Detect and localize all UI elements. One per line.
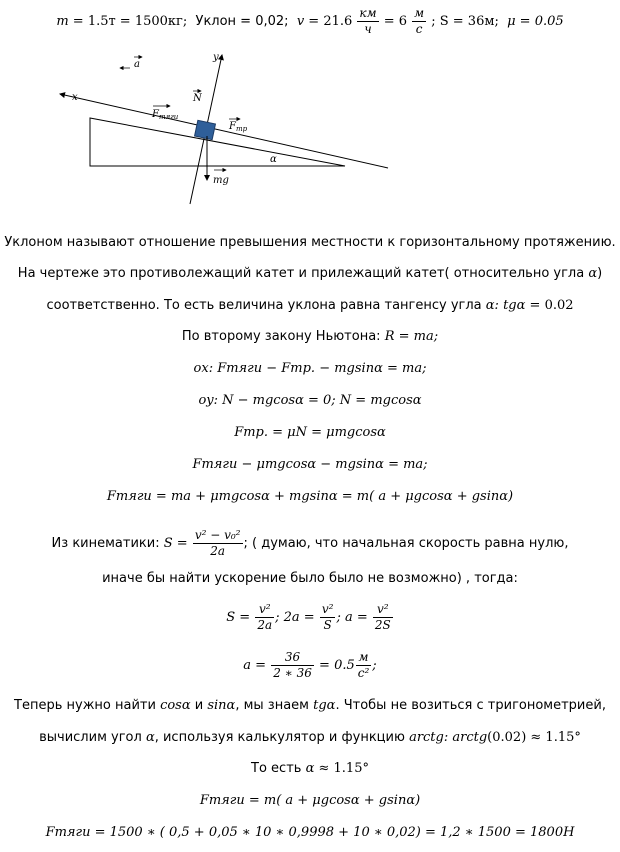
svg-text:N: N bbox=[193, 93, 202, 104]
velocity-eq2: = 6 bbox=[383, 14, 407, 29]
angle-calc: вычислим угол α, используя калькулятор и функцию arctg: arctg(0.02) ≈ 1.15° bbox=[39, 730, 581, 745]
svg-text:Fтяги: $F_{тяги}$ bbox=[152, 109, 179, 121]
slope-definition: Уклоном называют отношение превышения местности к горизонтальному протяжению. bbox=[4, 235, 616, 250]
angle-result: То есть α ≈ 1.15° bbox=[251, 761, 369, 776]
x-axis bbox=[60, 94, 388, 168]
newton-second-law: По второму закону Ньютона: R = ma; bbox=[181, 329, 439, 344]
drawing-explanation: На чертеже это противолежащий катет и прилежащий катет( относительно угла α) bbox=[17, 266, 603, 281]
slope-given: Уклон = 0,02; bbox=[195, 14, 289, 29]
y-axis-label: y bbox=[213, 52, 219, 63]
tangent-statement: соответственно. То есть величина уклона равна тангенсу угла α: tgα = 0.02 bbox=[46, 298, 574, 313]
acceleration-note: иначе бы найти ускорение было было не возможно) , тогда: bbox=[102, 571, 518, 586]
combined-equation: Fтяги − μmgcosα − mgsinα = ma; bbox=[192, 457, 428, 472]
oy-equation: oy: N − mgcosα = 0; N = mgcosα bbox=[198, 393, 422, 408]
acceleration-calc: a = $\frac{36}{2 ∗ 36}$ = 0.5 $\frac{м}{\text{с²}}$ ; bbox=[243, 650, 377, 680]
incline-force-diagram bbox=[0, 38, 620, 208]
velocity-var: v bbox=[296, 14, 305, 29]
incline-triangle bbox=[90, 118, 345, 166]
block bbox=[195, 120, 216, 139]
ms-fraction: $\frac{м}{с}$ bbox=[414, 6, 425, 36]
ox-equation: ox: Fтяги − Fтр. − mgsinα = ma; bbox=[193, 361, 427, 376]
svg-text:a: a bbox=[134, 59, 140, 70]
gravity-label bbox=[213, 170, 229, 186]
velocity-eq: = 21.6 bbox=[304, 14, 353, 29]
traction-final-result: Fтяги = 1500 ∗ ( 0,5 + 0,05 ∗ 10 ∗ 0,9998 + 10 ∗ 0,02) = 1,2 ∗ 1500 = 1800H bbox=[45, 825, 575, 840]
normal-force-label bbox=[192, 91, 203, 104]
friction-force-label bbox=[228, 119, 248, 133]
accel-label bbox=[134, 57, 142, 70]
x-axis-label: x bbox=[72, 92, 78, 103]
traction-formula: Fтяги = ma + μmgcosα + mgsinα = m( a + μgcosα + gsinα) bbox=[106, 489, 514, 504]
svg-text:mg: mg bbox=[213, 175, 229, 186]
trig-intro: Теперь нужно найти cosα и sinα, мы знаем tgα. Чтобы не возиться с тригонометрией, bbox=[14, 698, 606, 713]
friction-coef-given: μ = 0.05 bbox=[507, 14, 564, 29]
traction-force-label bbox=[151, 106, 179, 121]
traction-formula-repeat: Fтяги = m( a + μgcosα + gsinα) bbox=[199, 793, 421, 808]
kmh-fraction: $\frac{км}{ч}$ bbox=[359, 6, 377, 36]
svg-text:Fтр: $F_{тр}$ bbox=[229, 121, 248, 133]
distance-formulas: S = $\frac{\text{v²}}{2a}$ ; 2a = $\frac{\text{v²}}{S}$ ; a = $\frac{\text{v²}}{2S}$ bbox=[226, 602, 391, 632]
mass-value: = 1.5т = 1500кг; bbox=[68, 14, 188, 29]
angle-label: α bbox=[270, 154, 277, 165]
given-data-line bbox=[0, 6, 620, 37]
kinematics-line: Из кинематики: S = $\frac{\text{v² − v₀²}}{2a}$ ; ( думаю, что начальная скорость равна нулю, bbox=[51, 528, 569, 558]
friction-equation: Fтр. = μN = μmgcosα bbox=[234, 425, 386, 440]
distance-given: ; S = 36м; bbox=[431, 14, 499, 29]
mass-var: m bbox=[56, 14, 69, 29]
